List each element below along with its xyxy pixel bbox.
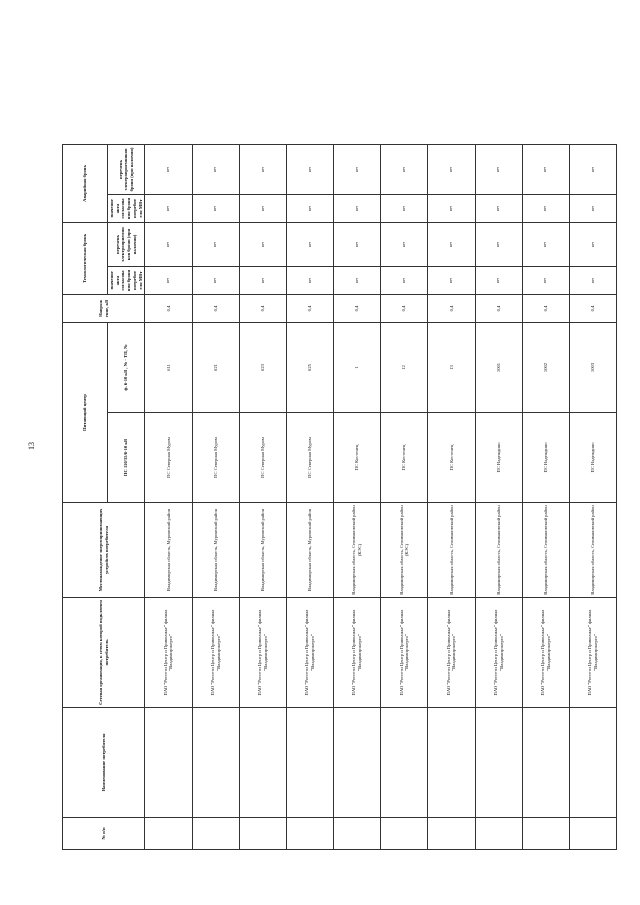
row-feeder: 623 — [239, 323, 286, 413]
row-emerg-list: нет — [475, 145, 522, 195]
row-network: ПАО "Россети Центр и Приволжье" филиал "Владимирэнерго" — [334, 598, 381, 708]
row-num — [192, 818, 239, 850]
row-emerg-list: нет — [522, 145, 569, 195]
row-consumer — [569, 708, 616, 818]
consumer-table — [62, 144, 617, 850]
row-tech-value: нет — [192, 267, 239, 295]
row-num — [334, 818, 381, 850]
row-emerg-list: нет — [381, 145, 428, 195]
table-row — [428, 145, 475, 850]
row-emerg-value: нет — [239, 195, 286, 223]
row-voltage: 0,4 — [475, 295, 522, 323]
row-num — [522, 818, 569, 850]
row-consumer — [381, 708, 428, 818]
table-row — [286, 145, 333, 850]
row-voltage: 0,4 — [428, 295, 475, 323]
row-tech-list: нет — [145, 223, 192, 267]
header-tech-reserve: Технологическая бронь — [63, 223, 108, 295]
row-emerg-value: нет — [145, 195, 192, 223]
row-network: ПАО "Россети Центр и Приволжье" филиал "Владимирэнерго" — [286, 598, 333, 708]
row-ps: ПС Надеждино — [569, 413, 616, 503]
row-tech-list: нет — [334, 223, 381, 267]
row-tech-list: нет — [522, 223, 569, 267]
row-voltage: 0,4 — [145, 295, 192, 323]
row-num — [475, 818, 522, 850]
header-tech-list: перечень электроприемни ков брони (при наличии) — [108, 223, 145, 267]
row-network: ПАО "Россети Центр и Приволжье" филиал "Владимирэнерго" — [239, 598, 286, 708]
row-ps: ПС Северная Муром — [192, 413, 239, 503]
row-feeder: 1003 — [569, 323, 616, 413]
row-network: ПАО "Россети Центр и Приволжье" филиал "Владимирэнерго" — [428, 598, 475, 708]
row-emerg-value: нет — [192, 195, 239, 223]
row-consumer — [145, 708, 192, 818]
table-row — [381, 145, 428, 850]
header-consumer: Наименование потребителя — [63, 708, 145, 818]
row-consumer — [522, 708, 569, 818]
header-num: № п/п — [63, 818, 145, 850]
header-emerg-list: перечень электроприемников брони (при наличии) — [108, 145, 145, 195]
row-network: ПАО "Россети Центр и Приволжье" филиал "Владимирэнерго" — [381, 598, 428, 708]
row-feeder: 12 — [381, 323, 428, 413]
page-number: 13 — [27, 442, 36, 450]
row-location: Владимирская область, Муромский район — [145, 503, 192, 598]
row-feeder: 625 — [286, 323, 333, 413]
row-num — [428, 818, 475, 850]
row-emerg-list: нет — [569, 145, 616, 195]
table-row — [192, 145, 239, 850]
row-tech-list: нет — [192, 223, 239, 267]
table-row — [475, 145, 522, 850]
header-network: Сетевая организация, к сетям которой подключен потребитель — [63, 598, 145, 708]
row-consumer — [475, 708, 522, 818]
row-voltage: 0,4 — [239, 295, 286, 323]
row-tech-list: нет — [286, 223, 333, 267]
row-location: Владимирская область, Селивановский район (КЭС) — [381, 503, 428, 598]
row-tech-value: нет — [569, 267, 616, 295]
row-feeder: 1001 — [475, 323, 522, 413]
row-tech-value: нет — [334, 267, 381, 295]
row-consumer — [286, 708, 333, 818]
row-emerg-list: нет — [286, 145, 333, 195]
row-tech-list: нет — [239, 223, 286, 267]
row-ps: ПС Костенец — [428, 413, 475, 503]
row-tech-value: нет — [381, 267, 428, 295]
row-location: Владимирская область, Селивановский район — [475, 503, 522, 598]
row-network: ПАО "Россети Центр и Приволжье" филиал "Владимирэнерго" — [522, 598, 569, 708]
row-tech-value: нет — [428, 267, 475, 295]
row-consumer — [428, 708, 475, 818]
row-tech-value: нет — [145, 267, 192, 295]
rotated-table-container — [62, 145, 617, 850]
row-voltage: 0,4 — [192, 295, 239, 323]
row-ps: ПС Костенец — [334, 413, 381, 503]
row-tech-value: нет — [286, 267, 333, 295]
header-supply-center: Питающий центр — [63, 323, 108, 503]
row-emerg-list: нет — [192, 145, 239, 195]
row-tech-list: нет — [569, 223, 616, 267]
row-emerg-list: нет — [239, 145, 286, 195]
row-num — [145, 818, 192, 850]
row-emerg-value: нет — [475, 195, 522, 223]
row-emerg-value: нет — [428, 195, 475, 223]
row-location: Владимирская область, Селивановский район — [428, 503, 475, 598]
row-emerg-value: нет — [522, 195, 569, 223]
row-location: Владимирская область, Селивановский район — [569, 503, 616, 598]
row-tech-value: нет — [239, 267, 286, 295]
row-feeder: 13 — [428, 323, 475, 413]
row-ps: ПС Надеждино — [475, 413, 522, 503]
header-feeder: ф. 6-10 кВ , № - ТП, № — [108, 323, 145, 413]
table-row — [145, 145, 192, 850]
header-location: Местонахождение энергопринимающих устройств потребителя — [63, 503, 145, 598]
row-voltage: 0,4 — [286, 295, 333, 323]
row-voltage: 0,4 — [381, 295, 428, 323]
row-emerg-value: нет — [381, 195, 428, 223]
row-ps: ПС Северная Муром — [145, 413, 192, 503]
row-consumer — [192, 708, 239, 818]
row-emerg-value: нет — [569, 195, 616, 223]
row-location: Владимирская область, Селивановский район — [522, 503, 569, 598]
row-location: Владимирская область, Муромский район — [239, 503, 286, 598]
row-emerg-value: нет — [334, 195, 381, 223]
row-emerg-value: нет — [286, 195, 333, 223]
table-row — [334, 145, 381, 850]
row-emerg-list: нет — [428, 145, 475, 195]
header-tech-value: значение акта согласова ния брони потребит еля МВт — [108, 267, 145, 295]
row-tech-value: нет — [475, 267, 522, 295]
row-network: ПАО "Россети Центр и Приволжье" филиал "Владимирэнерго" — [192, 598, 239, 708]
table-row — [522, 145, 569, 850]
row-ps: ПС Костенец — [381, 413, 428, 503]
row-feeder: 621 — [192, 323, 239, 413]
table-row — [239, 145, 286, 850]
row-feeder: 1 — [334, 323, 381, 413]
row-consumer — [239, 708, 286, 818]
row-tech-list: нет — [428, 223, 475, 267]
header-emergency-reserve: Аварийная бронь — [63, 145, 108, 223]
row-ps: ПС Северная Муром — [286, 413, 333, 503]
row-emerg-list: нет — [334, 145, 381, 195]
row-tech-value: нет — [522, 267, 569, 295]
row-voltage: 0,4 — [522, 295, 569, 323]
header-ps: ПС 110/35/6-10 кВ — [108, 413, 145, 503]
row-location: Владимирская область, Муромский район — [192, 503, 239, 598]
header-voltage: Напряж ение, кВ — [63, 295, 145, 323]
row-location: Владимирская область, Муромский район — [286, 503, 333, 598]
table-row — [569, 145, 616, 850]
header-emerg-value: значение акта согласова ния брони потребит еля МВт — [108, 195, 145, 223]
row-num — [239, 818, 286, 850]
row-location: Владимирская область, Селивановский район (КЭС) — [334, 503, 381, 598]
row-feeder: 611 — [145, 323, 192, 413]
row-num — [286, 818, 333, 850]
row-consumer — [334, 708, 381, 818]
row-voltage: 0,4 — [334, 295, 381, 323]
row-tech-list: нет — [475, 223, 522, 267]
row-num — [569, 818, 616, 850]
row-ps: ПС Северная Муром — [239, 413, 286, 503]
row-num — [381, 818, 428, 850]
row-network: ПАО "Россети Центр и Приволжье" филиал "Владимирэнерго" — [145, 598, 192, 708]
row-feeder: 1002 — [522, 323, 569, 413]
row-ps: ПС Надеждино — [522, 413, 569, 503]
row-voltage: 0,4 — [569, 295, 616, 323]
row-emerg-list: нет — [145, 145, 192, 195]
row-network: ПАО "Россети Центр и Приволжье" филиал "Владимирэнерго" — [569, 598, 616, 708]
row-tech-list: нет — [381, 223, 428, 267]
row-network: ПАО "Россети Центр и Приволжье" филиал "Владимирэнерго" — [475, 598, 522, 708]
